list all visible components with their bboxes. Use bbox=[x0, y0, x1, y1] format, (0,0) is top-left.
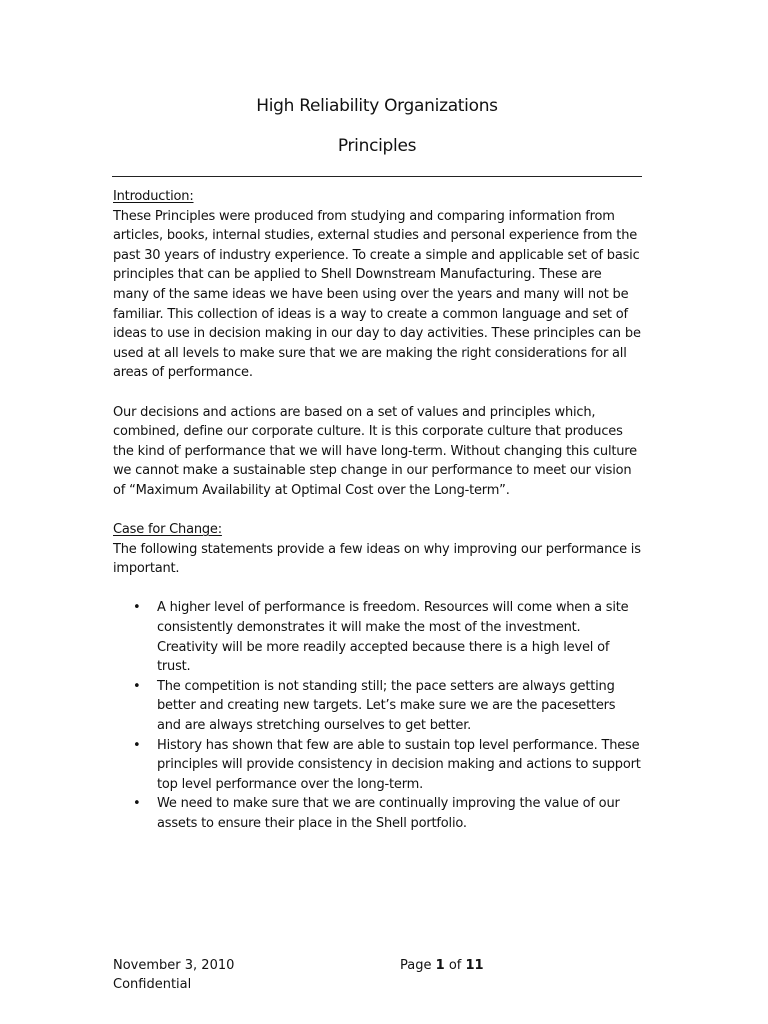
case-for-change-heading: Case for Change: bbox=[113, 522, 222, 538]
case-for-change-list bbox=[113, 598, 641, 833]
page-number bbox=[400, 956, 484, 975]
list-item-text: The competition is not standing still; the pace setters are always getting better and creating new targets. Let’s make sure we are the pacesetters and are always stretching ourselves to get better. bbox=[157, 678, 616, 734]
page-of: of bbox=[448, 958, 462, 973]
paragraph-spacer bbox=[113, 383, 641, 403]
footer-confidential: Confidential bbox=[113, 977, 192, 992]
list-item-text: History has shown that few are able to sustain top level performance. These principles will provide consistency in decision making and actions to support top level performance over the long-term. bbox=[157, 737, 641, 792]
title-divider bbox=[112, 176, 642, 177]
footer-date: November 3, 2010 bbox=[113, 958, 235, 973]
bullet-icon: • bbox=[133, 600, 141, 616]
list-item-text: We need to make sure that we are continually improving the value of our assets to ensure their place in the Shell portfolio. bbox=[157, 796, 620, 831]
paragraph-spacer bbox=[113, 579, 641, 599]
introduction-paragraph-1: These Principles were produced from studying and comparing information from articles, books, internal studies, external studies and personal experience from the past 30 years of industry experience. To create a simple and applicable set of basic principles that can be applied to Shell Downstream Manufacturing. These are many of the same ideas we have been using over the years and many will not be familiar. This collection of ideas is a way to create a common language and set of ideas to use in decision making in our day to day activities. These principles can be used at all levels to make sure that we are making the right considerations for all areas of performance. bbox=[113, 208, 641, 381]
paragraph-spacer bbox=[113, 501, 641, 521]
list-item bbox=[113, 598, 641, 676]
list-item-text: A higher level of performance is freedom. Resources will come when a site consistently demonstrates it will make the most of the investment. Creativity will be more readily accepted because there is a high level of trust. bbox=[157, 600, 629, 675]
list-item bbox=[113, 677, 641, 736]
document-subtitle: Principles bbox=[337, 136, 417, 156]
page-total: 11 bbox=[465, 958, 484, 973]
list-item bbox=[113, 794, 641, 833]
bullet-icon: • bbox=[133, 796, 141, 812]
bullet-icon: • bbox=[133, 737, 141, 753]
page-current: 1 bbox=[435, 958, 445, 973]
case-for-change-intro: The following statements provide a few ideas on why improving our performance is important. bbox=[113, 541, 641, 577]
bullet-icon: • bbox=[133, 678, 141, 694]
list-item bbox=[113, 736, 641, 795]
page-word: Page bbox=[400, 958, 432, 973]
introduction-heading: Introduction: bbox=[113, 189, 194, 204]
document-body bbox=[113, 187, 641, 834]
document-title: High Reliability Organizations bbox=[256, 96, 498, 116]
introduction-paragraph-2: Our decisions and actions are based on a set of values and principles which, combined, define our corporate culture. It is this corporate culture that produces the kind of performance that we will have long-term. Without changing this culture we cannot make a sustainable step change in our performance to meet our vision of “Maximum Availability at Optimal Cost over the Long-term”. bbox=[113, 404, 637, 498]
title-block bbox=[112, 94, 642, 158]
